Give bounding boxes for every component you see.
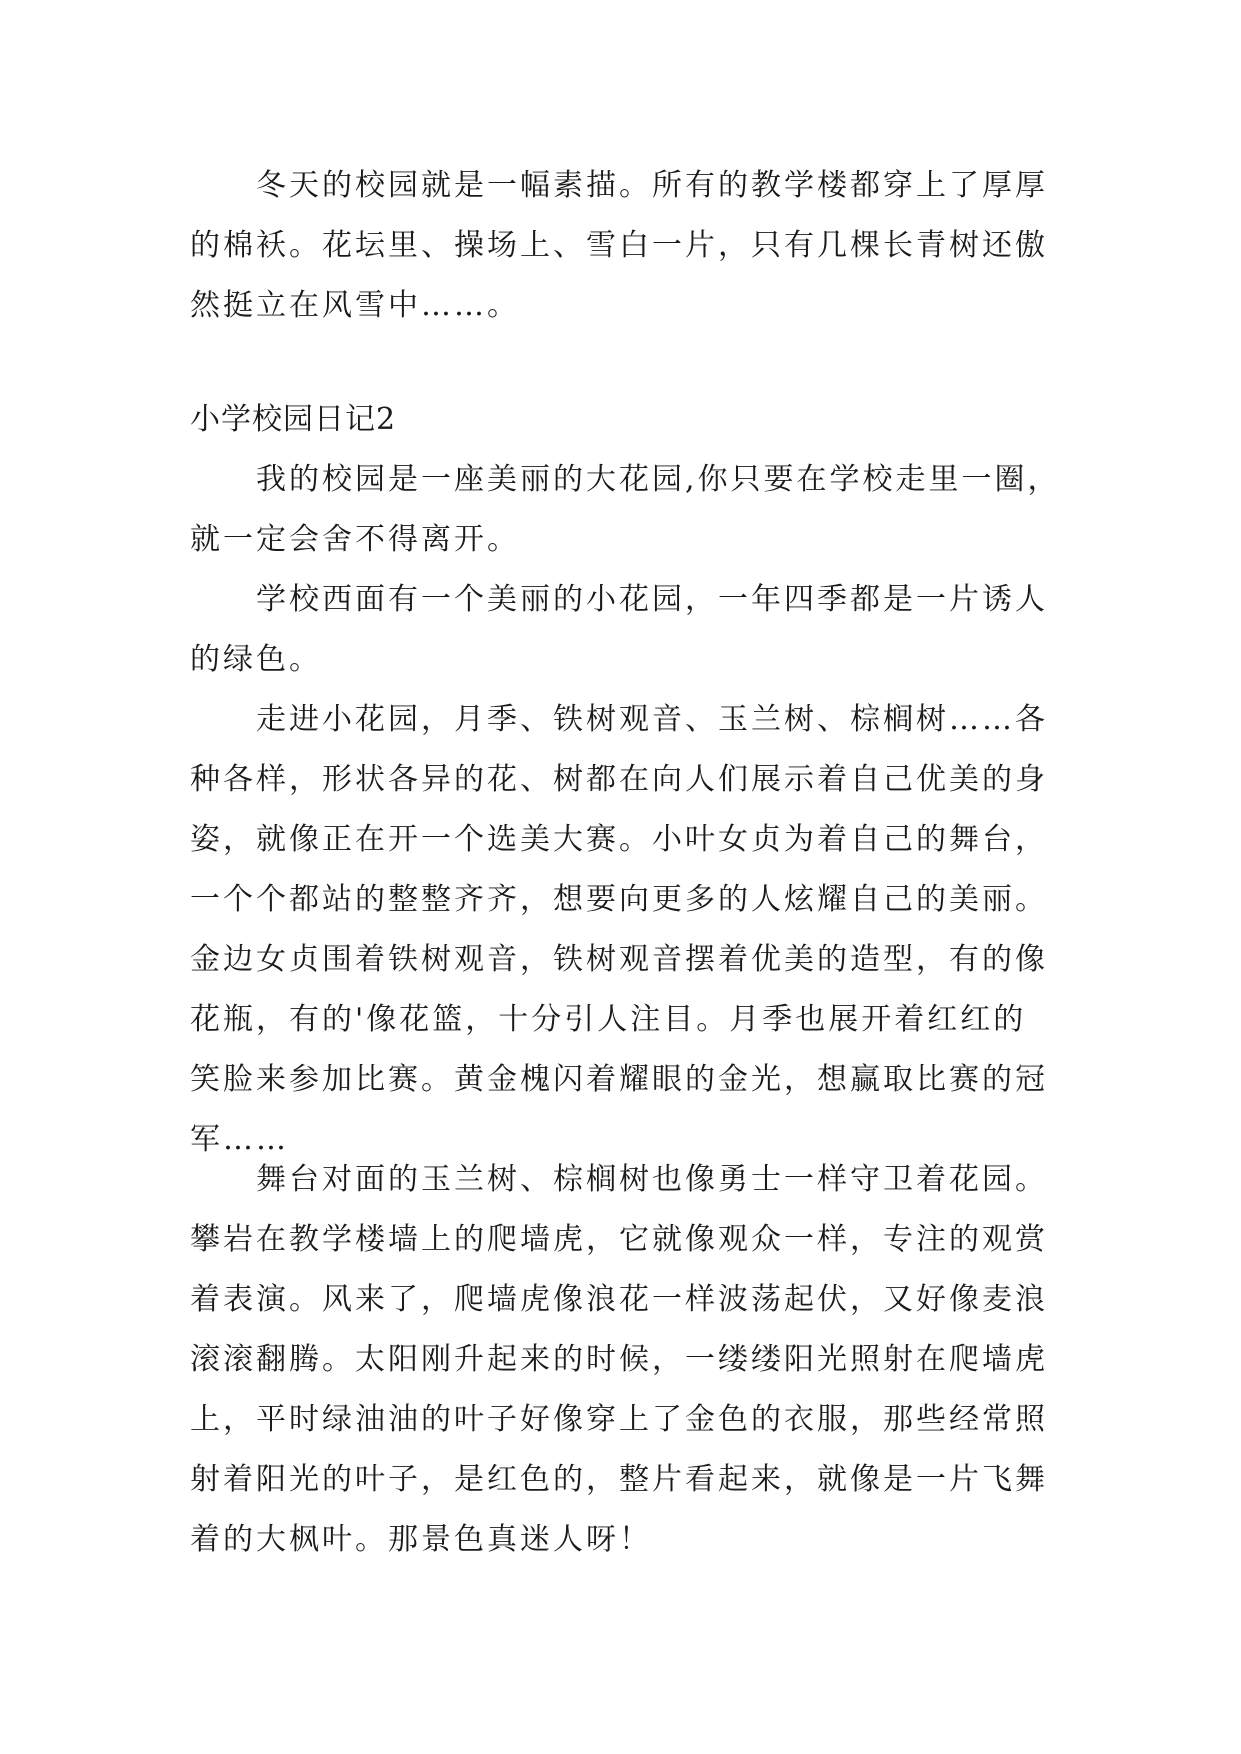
paragraph-1: [190, 450, 1061, 570]
text-line: 的绿色。: [190, 642, 322, 677]
text-line: 舞台对面的玉兰树、棕榈树也像勇士一样守卫着花园。: [256, 1162, 1048, 1197]
text-line: 上，平时绿油油的叶子好像穿上了金色的衣服，那些经常照: [190, 1402, 1048, 1437]
intro-paragraph: [190, 156, 1056, 336]
text-line: 射着阳光的叶子，是红色的，整片看起来，就像是一片飞舞: [190, 1462, 1048, 1497]
paragraph-3: [190, 690, 1056, 1170]
paragraph-4: [190, 1150, 1056, 1570]
paragraph-2: [190, 570, 1056, 690]
text-line: 的棉袄。花坛里、操场上、雪白一片，只有几棵长青树还傲: [190, 228, 1048, 263]
text-line: 学校西面有一个美丽的小花园，一年四季都是一片诱人: [256, 582, 1048, 617]
text-line: 走进小花园，月季、铁树观音、玉兰树、棕榈树……各: [256, 702, 1048, 737]
text-line: 军……: [190, 1122, 289, 1157]
text-line: 花瓶，有的'像花篮，十分引人注目。月季也展开着红红的: [190, 1002, 1027, 1037]
text-line: 冬天的校园就是一幅素描。所有的教学楼都穿上了厚厚: [256, 168, 1048, 203]
text-line: 着的大枫叶。那景色真迷人呀！: [190, 1522, 652, 1557]
text-line: 就一定会舍不得离开。: [190, 522, 520, 557]
text-line: 姿，就像正在开一个选美大赛。小叶女贞为着自己的舞台，: [190, 822, 1048, 857]
text-line: 着表演。风来了，爬墙虎像浪花一样波荡起伏，又好像麦浪: [190, 1282, 1048, 1317]
section-heading: 小学校园日记2: [190, 402, 397, 437]
text-line: 然挺立在风雪中……。: [190, 288, 520, 323]
text-line: 金边女贞围着铁树观音，铁树观音摆着优美的造型，有的像: [190, 942, 1048, 977]
text-line: 滚滚翻腾。太阳刚升起来的时候，一缕缕阳光照射在爬墙虎: [190, 1342, 1048, 1377]
text-line: 种各样，形状各异的花、树都在向人们展示着自己优美的身: [190, 762, 1048, 797]
text-line: 一个个都站的整整齐齐，想要向更多的人炫耀自己的美丽。: [190, 882, 1048, 917]
text-line: 攀岩在教学楼墙上的爬墙虎，它就像观众一样，专注的观赏: [190, 1222, 1048, 1257]
text-line: 笑脸来参加比赛。黄金槐闪着耀眼的金光，想赢取比赛的冠: [190, 1062, 1048, 1097]
text-line: 我的校园是一座美丽的大花园,你只要在学校走里一圈，: [256, 462, 1061, 497]
